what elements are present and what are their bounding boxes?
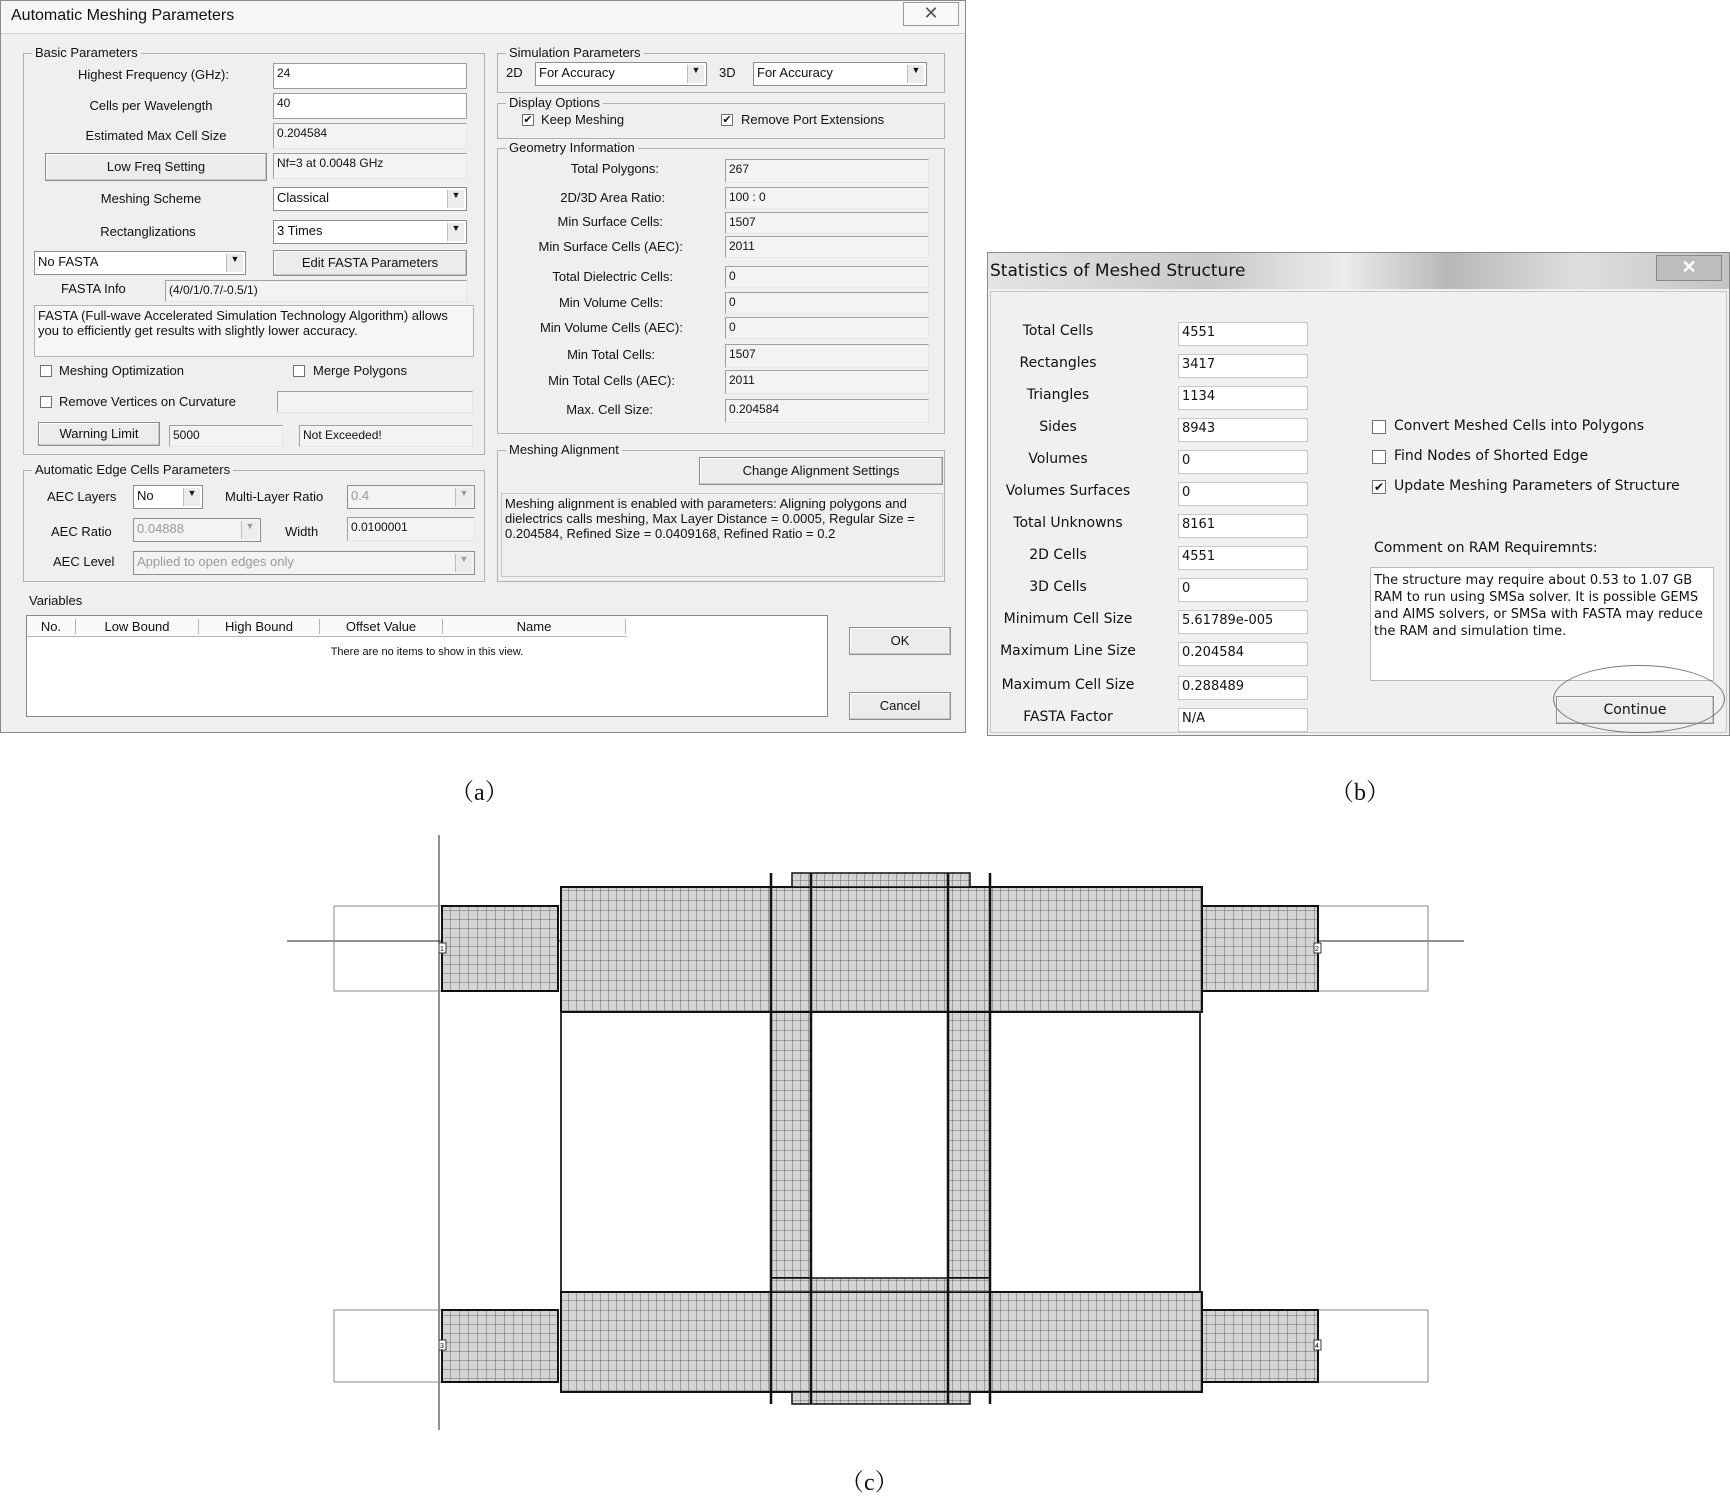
stat-value: 0.288489 xyxy=(1178,676,1308,700)
caption-b: （b） xyxy=(1330,780,1390,806)
group-title: Automatic Edge Cells Parameters xyxy=(32,462,233,477)
aec-layers-value: No xyxy=(137,488,154,503)
geometry-label: Min Volume Cells: xyxy=(558,295,663,310)
fasta-info-value: (4/0/1/0.7/-0.5/1) xyxy=(165,280,467,302)
stat-label: 2D Cells xyxy=(1029,547,1087,563)
edit-fasta-button[interactable]: Edit FASTA Parameters xyxy=(273,250,467,276)
geometry-label: Min Surface Cells: xyxy=(557,214,663,229)
stat-value: 4551 xyxy=(1178,546,1308,570)
stat-value: 0.204584 xyxy=(1178,642,1308,666)
highlight-ellipse xyxy=(1553,665,1725,733)
geometry-label: Min Surface Cells (AEC): xyxy=(538,239,683,254)
geometry-value: 267 xyxy=(725,159,929,183)
aec-level-select[interactable] xyxy=(133,551,475,575)
stat-value: 1134 xyxy=(1178,386,1308,410)
stat-label: 3D Cells xyxy=(1029,579,1087,595)
sim-2d-value: For Accuracy xyxy=(539,65,615,80)
stat-value: 8161 xyxy=(1178,514,1308,538)
stat-label: Maximum Cell Size xyxy=(1001,677,1135,693)
stat-value: 0 xyxy=(1178,482,1308,506)
port-label: 1 xyxy=(440,946,444,953)
highest-frequency-input[interactable]: 24 xyxy=(273,63,467,89)
column-header[interactable]: Name xyxy=(443,619,626,634)
mesh-statistics-dialog xyxy=(987,252,1730,736)
geometry-value: 0 xyxy=(725,317,929,339)
keep-meshing-label: Keep Meshing xyxy=(541,112,625,127)
chevron-down-icon: ▼ xyxy=(907,65,924,83)
variables-title: Variables xyxy=(29,593,83,608)
dialog-title: Statistics of Meshed Structure xyxy=(990,261,1246,281)
remove-vertices-checkbox[interactable] xyxy=(40,396,52,408)
top-branch xyxy=(561,887,1202,1012)
port-label: 3 xyxy=(440,1343,444,1350)
warning-status: Not Exceeded! xyxy=(299,425,473,447)
fasta-select[interactable] xyxy=(34,251,246,275)
title-bar xyxy=(988,253,1729,289)
group-title: Basic Parameters xyxy=(32,45,141,60)
feed-line-top-left xyxy=(442,906,558,991)
geometry-label: Min Total Cells (AEC): xyxy=(548,373,675,388)
rectanglizations-select[interactable] xyxy=(273,220,467,244)
port-extension xyxy=(1318,906,1428,991)
keep-meshing-checkbox[interactable]: ✔ xyxy=(523,114,533,126)
remove-vertices-value xyxy=(277,391,473,413)
sim-2d-select[interactable] xyxy=(535,62,707,86)
alignment-description: Meshing alignment is enabled with parameters: Aligning polygons and dielectrics calls meshing, Max Layer Distance = 0.0005, Regular Size = 0.204584, Refined Size = 0.0409168, Refined Ratio = 0.2 xyxy=(501,493,943,577)
empty-message: There are no items to show in this view. xyxy=(330,646,524,658)
max-cell-size-label: Estimated Max Cell Size xyxy=(85,128,227,143)
change-alignment-button[interactable]: Change Alignment Settings xyxy=(699,457,943,485)
geometry-value: 0.204584 xyxy=(725,399,929,423)
stat-value: 5.61789e-005 xyxy=(1178,610,1308,634)
fasta-value: No FASTA xyxy=(38,254,99,269)
chevron-down-icon: ▼ xyxy=(455,554,472,572)
chevron-down-icon: ▼ xyxy=(241,521,258,539)
sim-3d-value: For Accuracy xyxy=(757,65,833,80)
geometry-label: 2D/3D Area Ratio: xyxy=(560,190,665,205)
bottom-junction xyxy=(771,1278,990,1292)
aec-layers-label: AEC Layers xyxy=(47,489,117,504)
group-title: Geometry Information xyxy=(506,140,638,155)
remove-port-checkbox[interactable]: ✔ xyxy=(722,114,732,126)
fasta-description: FASTA (Full-wave Accelerated Simulation Technology Algorithm) allows you to efficiently get results with slightly lower accuracy. xyxy=(34,305,474,357)
stat-label: FASTA Factor xyxy=(1023,709,1113,725)
port-label: 4 xyxy=(1315,1343,1319,1350)
stat-label: Volumes xyxy=(1028,451,1088,467)
meshing-scheme-label: Meshing Scheme xyxy=(100,191,202,206)
chevron-down-icon: ▼ xyxy=(447,223,464,241)
remove-vertices-label: Remove Vertices on Curvature xyxy=(59,394,237,409)
group-title: Simulation Parameters xyxy=(506,45,644,60)
stat-label: Volumes Surfaces xyxy=(1005,483,1131,499)
stat-value: N/A xyxy=(1178,708,1308,732)
right-vertical-branch xyxy=(948,1012,990,1278)
table-header xyxy=(27,616,627,637)
ok-button[interactable]: OK xyxy=(849,627,951,655)
continue-button[interactable]: Continue xyxy=(1556,696,1714,724)
warning-limit-value: 5000 xyxy=(169,425,283,447)
comment-text: The structure may require about 0.53 to 1.07 GB RAM to run using SMSa solver. It is possible GEMS and AIMS solvers, or SMSa with FASTA may reduce the RAM and simulation time. xyxy=(1370,567,1714,681)
rectanglizations-value: 3 Times xyxy=(277,223,323,238)
aec-level-label: AEC Level xyxy=(53,554,115,569)
find-nodes-label: Find Nodes of Shorted Edge xyxy=(1394,448,1589,464)
stat-label: Rectangles xyxy=(1019,355,1097,371)
port-extension xyxy=(334,906,442,991)
fasta-info-label: FASTA Info xyxy=(61,281,126,296)
geometry-value: 2011 xyxy=(725,236,929,258)
comment-label: Comment on RAM Requiremnts: xyxy=(1374,540,1598,556)
caption-c: （c） xyxy=(840,1470,899,1496)
meshing-parameters-dialog xyxy=(0,0,966,733)
find-nodes-checkbox[interactable] xyxy=(1372,450,1386,464)
update-meshing-checkbox[interactable]: ✔ xyxy=(1373,480,1385,494)
bottom-stub xyxy=(792,1392,970,1404)
caption-a: （a） xyxy=(450,780,509,806)
stat-label: Minimum Cell Size xyxy=(1003,611,1133,627)
warning-limit-button[interactable]: Warning Limit xyxy=(38,422,160,446)
column-header[interactable]: Low Bound xyxy=(76,619,199,634)
chevron-down-icon: ▼ xyxy=(183,488,200,506)
sim-3d-label: 3D xyxy=(719,65,736,80)
column-header[interactable]: High Bound xyxy=(199,619,320,634)
stat-value: 4551 xyxy=(1178,322,1308,346)
stat-value: 0 xyxy=(1178,450,1308,474)
max-cell-size-value: 0.204584 xyxy=(273,123,467,149)
width-value: 0.0100001 xyxy=(347,517,475,541)
geometry-label: Min Total Cells: xyxy=(567,347,655,362)
convert-cells-checkbox[interactable] xyxy=(1372,420,1386,434)
sim-2d-label: 2D xyxy=(506,65,523,80)
chevron-down-icon: ▼ xyxy=(447,190,464,208)
stat-label: Triangles xyxy=(1026,387,1090,403)
convert-cells-label: Convert Meshed Cells into Polygons xyxy=(1394,418,1645,434)
title-bar xyxy=(1,1,965,34)
geometry-value: 0 xyxy=(725,266,929,288)
sim-3d-select[interactable] xyxy=(753,62,927,86)
merge-polygons-checkbox[interactable] xyxy=(293,365,305,377)
stat-value: 0 xyxy=(1178,578,1308,602)
feed-line-bottom-right xyxy=(1202,1310,1318,1382)
geometry-value: 2011 xyxy=(725,370,929,394)
cancel-button[interactable]: Cancel xyxy=(849,692,951,720)
remove-port-label: Remove Port Extensions xyxy=(741,112,885,127)
chevron-down-icon: ▼ xyxy=(687,65,704,83)
port-extension xyxy=(1318,1310,1428,1382)
rectanglizations-label: Rectanglizations xyxy=(100,224,196,239)
multi-layer-ratio-value: 0.4 xyxy=(351,488,370,503)
column-header[interactable]: No. xyxy=(27,619,76,634)
close-icon[interactable]: ✕ xyxy=(903,2,959,26)
left-vertical-branch xyxy=(771,1012,811,1278)
aec-ratio-value: 0.04888 xyxy=(137,521,184,536)
low-freq-value: Nf=3 at 0.0048 GHz xyxy=(273,153,467,179)
stat-value: 8943 xyxy=(1178,418,1308,442)
merge-polygons-label: Merge Polygons xyxy=(313,363,407,378)
stat-label: Sides xyxy=(1039,419,1077,435)
bottom-branch xyxy=(561,1292,1202,1392)
aec-level-value: Applied to open edges only xyxy=(137,554,294,569)
stat-label: Total Cells xyxy=(1022,323,1094,339)
aec-layers-select[interactable] xyxy=(133,485,203,509)
column-header[interactable]: Offset Value xyxy=(320,619,443,634)
meshing-scheme-select[interactable] xyxy=(273,187,467,211)
dialog-title: Automatic Meshing Parameters xyxy=(11,7,235,24)
geometry-value: 1507 xyxy=(725,212,929,234)
geometry-value: 0 xyxy=(725,292,929,314)
stat-label: Total Unknowns xyxy=(1013,515,1123,531)
cells-per-wavelength-input[interactable]: 40 xyxy=(273,93,467,119)
cells-per-wavelength-label: Cells per Wavelength xyxy=(89,98,213,113)
multi-layer-ratio-select[interactable] xyxy=(347,485,475,509)
close-icon[interactable]: ✕ xyxy=(1656,255,1722,281)
meshing-optimization-checkbox[interactable] xyxy=(40,365,52,377)
geometry-value: 100 : 0 xyxy=(725,187,929,209)
port-extension xyxy=(334,1310,442,1382)
feed-line-bottom-left xyxy=(442,1310,558,1382)
chevron-down-icon: ▼ xyxy=(226,254,243,272)
aec-ratio-label: AEC Ratio xyxy=(51,524,112,539)
highest-frequency-label: Highest Frequency (GHz): xyxy=(78,67,229,82)
chevron-down-icon: ▼ xyxy=(455,488,472,506)
aec-ratio-select[interactable] xyxy=(133,518,261,542)
geometry-value: 1507 xyxy=(725,344,929,368)
width-label: Width xyxy=(285,524,319,539)
meshing-scheme-value: Classical xyxy=(277,190,330,205)
geometry-label: Total Dielectric Cells: xyxy=(552,269,673,284)
stat-value: 3417 xyxy=(1178,354,1308,378)
update-meshing-label: Update Meshing Parameters of Structure xyxy=(1394,478,1680,494)
variables-table xyxy=(26,615,828,717)
geometry-label: Total Polygons: xyxy=(570,161,659,176)
group-title: Display Options xyxy=(506,95,603,110)
mesh-view xyxy=(0,820,1730,1460)
stat-label: Maximum Line Size xyxy=(1000,643,1136,659)
geometry-label: Max. Cell Size: xyxy=(566,402,653,417)
port-label: 2 xyxy=(1315,946,1319,953)
top-stub xyxy=(792,873,970,887)
low-freq-setting-button[interactable]: Low Freq Setting xyxy=(45,153,267,181)
group-title: Meshing Alignment xyxy=(506,442,622,457)
meshing-optimization-label: Meshing Optimization xyxy=(59,363,184,378)
geometry-label: Min Volume Cells (AEC): xyxy=(539,320,683,335)
multi-layer-ratio-label: Multi-Layer Ratio xyxy=(225,489,324,504)
feed-line-top-right xyxy=(1202,906,1318,991)
